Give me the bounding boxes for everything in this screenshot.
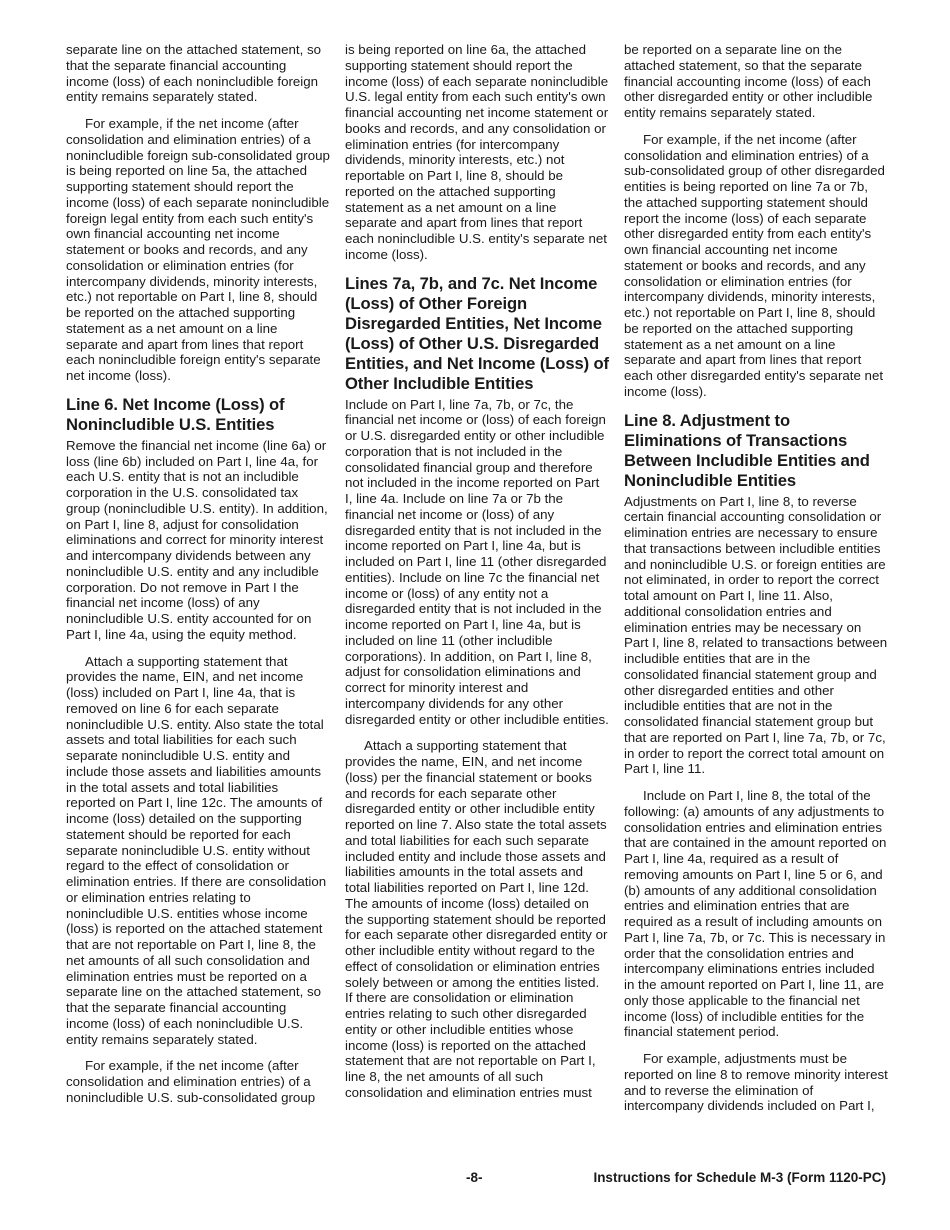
- section-heading: Lines 7a, 7b, and 7c. Net Income (Loss) of Other Foreign Disregarded Entities, Net Income (Loss) of Other U.S. Disregarded Entities, and Net Income (Loss) of Other Includible Entities: [345, 273, 609, 393]
- body-paragraph: For example, adjustments must be reported on line 8 to remove minority interest and to reverse the elimination of intercompany dividends included on Part I,: [624, 1051, 888, 1114]
- section-heading: Line 6. Net Income (Loss) of Nonincludible U.S. Entities: [66, 394, 285, 434]
- body-paragraph: Remove the financial net income (line 6a) or loss (line 6b) included on Part I, line 4a, for each U.S. entity that is not an includible corporation in the U.S. consolidated tax group (nonincludible U.S. entity). In addition, on Part I, line 8, adjust for consolidation eliminations and correct for minority interest and intercompany dividends between any nonincludible U.S. entity and any includible corporation. Do not remove in Part I the financial net income (loss) of any nonincludible U.S. entity accounted for on Part I, line 4a, using the equity method.: [66, 437, 328, 642]
- page-number: -8-: [466, 1170, 483, 1185]
- footer-document-title: Instructions for Schedule M-3 (Form 1120-PC): [593, 1170, 886, 1185]
- body-paragraph: For example, if the net income (after consolidation and elimination entries) of a nonincludible U.S. sub-consolidated group: [66, 1058, 316, 1105]
- body-paragraph: is being reported on line 6a, the attached supporting statement should report the income (loss) of each separate nonincludible U.S. legal entity from each such entity's own financial accounting net income statement or books and records, and any consolidation or elimination entries (for intercompany dividends, minority interests, etc.) not reportable on Part I, line 8, should be reported on the attached supporting statement as a net amount on a line separate and apart from lines that report each nonincludible U.S. entity's separate net income (loss).: [345, 42, 609, 262]
- body-paragraph: Attach a supporting statement that provides the name, EIN, and net income (loss) per the financial statement or books and records for each separate other disregarded entity or other includible entity reported on line 7. Also state the total assets and total liabilities for each such separate included entity and include those assets and liabilities amounts in the total assets and total liabilities reported on Part I, line 12d. The amounts of income (loss) detailed on the supporting statement should be reported for each separate other disregarded entity or other includible entity without regard to the effect of consolidation or elimination entries solely between or among the entities listed. If there are consolidation or elimination entries relating to such other disregarded entity or other includible entities whose income (loss) is reported on the attached statement that are not reportable on Part I, line 8, the net amounts of all such consolidation and elimination entries must: [345, 738, 608, 1100]
- body-paragraph: Adjustments on Part I, line 8, to reverse certain financial accounting consolidation or elimination entries are necessary to ensure that transactions between includible entities and nonincludible U.S. or foreign entities are not eliminated, in order to report the correct total amount on Part I, line 11. Also, additional consolidation entries and elimination entries may be necessary on Part I, line 8, related to transactions between includible entities that are in the consolidated financial statement group and other disregarded entities and other includible entities that are not in the consolidated financial statement group but that are reported on Part I, line 7a, 7b, or 7c, in order to report the correct total amount on Part I, line 11.: [624, 493, 888, 777]
- body-paragraph: Attach a supporting statement that provides the name, EIN, and net income (loss) included on Part I, line 4a, that is removed on line 6 for each separate nonincludible U.S. entity. Also state the total assets and total liabilities for each such separate nonincludible U.S. entity and include those assets and liabilities amounts in the total assets and total liabilities reported on Part I, line 12c. The amounts of income (loss) detailed on the supporting statement should be reported for each separate nonincludible U.S. entity without regard to the effect of consolidation or elimination entries. If there are consolidation or elimination entries relating to nonincludible U.S. entities whose income (loss) is reported on the attached statement that are not reportable on Part I, line 8, the net amounts of all such consolidation and elimination entries must be reported on a separate line on the attached statement, so that the separate financial accounting income (loss) of each nonincludible U.S. entity remains separately stated.: [66, 653, 327, 1047]
- body-paragraph: separate line on the attached statement, so that the separate financial accounting income (loss) of each nonincludible foreign entity remains separately stated.: [66, 42, 322, 105]
- body-paragraph: For example, if the net income (after consolidation and elimination entries) of a sub-consolidated group of other disregarded entities is being reported on line 7a or 7b, the attached supporting statement should report the income (loss) of each separate other disregarded entity from each entity's own financial accounting net income statement or books and records, and any consolidation or elimination entries (for intercompany dividends, minority interests, etc.) not reportable on Part I, line 8, should be reported on the attached supporting statement as a net amount on a line separate and apart from lines that report each other disregarded entity's separate net income (loss).: [624, 131, 885, 399]
- text-column-middle: [345, 42, 609, 1112]
- section-heading: Line 8. Adjustment to Eliminations of Transactions Between Includible Entities and Nonincludible Entities: [624, 410, 870, 490]
- body-paragraph: Include on Part I, line 7a, 7b, or 7c, the financial net income or (loss) of each foreign or U.S. disregarded entity or other includible corporation that is not included in the consolidated financial group and therefore not included in the income reported on Part I, line 4a. Include on line 7a or 7b the financial net income or (loss) of any disregarded entity that is not included in the income reported on Part I, line 4a, but is included on Part I, line 11 (other disregarded entities). Include on line 7c the financial net income or (loss) of any entity not a disregarded entity that is not included in the income reported on Part I, line 4a, but is included on line 11 (other includible corporations). In addition, on Part I, line 8, adjust for consolidation eliminations and correct for minority interest and intercompany dividends for any other disregarded entity or other includible entities.: [345, 396, 609, 727]
- page-footer: [66, 1170, 886, 1188]
- text-column-right: [624, 42, 888, 1125]
- text-column-left: [66, 42, 330, 1117]
- body-paragraph: be reported on a separate line on the attached statement, so that the separate financial accounting income (loss) of each other disregarded entity or other includible entity remains separately stated.: [624, 42, 873, 120]
- body-paragraph: Include on Part I, line 8, the total of the following: (a) amounts of any adjustments to consolidation entries and elimination entries that are contained in the amount reported on Part I, line 4a, required as a result of removing amounts on Part I, line 5 or 6, and (b) amounts of any additional consolidation entries and elimination entries that are required as a result of including amounts on Part I, line 7a, 7b, or 7c. This is necessary in order that the consolidation entries and intercompany eliminations entries included in the amount reported on Part I, line 11, are only those applicable to the financial net income (loss) of includible entities for the financial statement period.: [624, 788, 887, 1040]
- body-paragraph: For example, if the net income (after consolidation and elimination entries) of a nonincludible foreign sub-consolidated group is being reported on line 5a, the attached supporting statement should report the income (loss) of each separate nonincludible foreign legal entity from each such entity's own financial accounting net income statement or books and records, and any consolidation or elimination entries (for intercompany dividends, minority interests, etc.) not reportable on Part I, line 8, should be reported on the attached supporting statement as a net amount on a line separate and apart from lines that report each nonincludible foreign entity's separate net income (loss).: [66, 116, 330, 383]
